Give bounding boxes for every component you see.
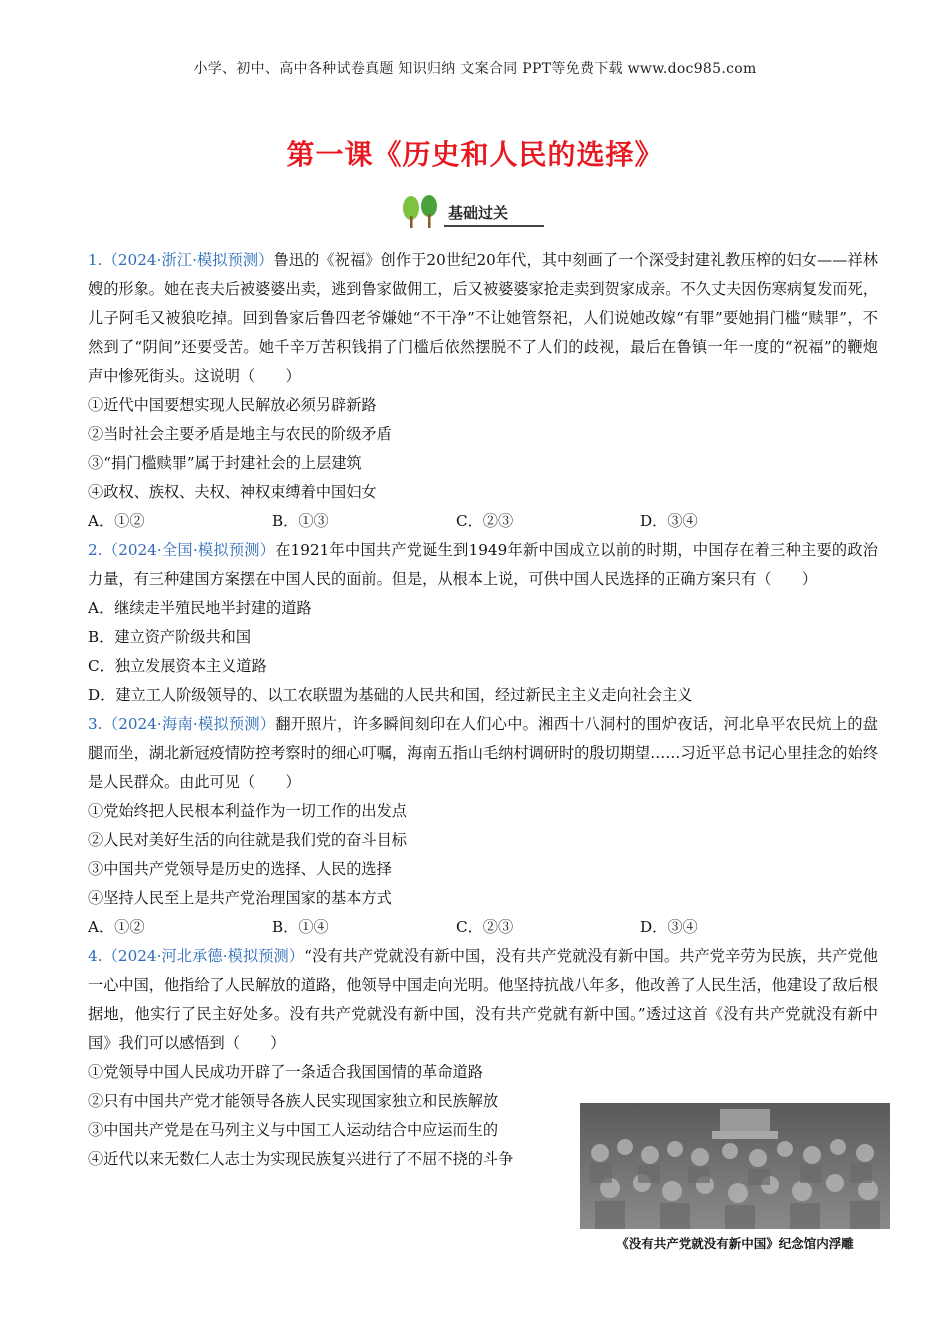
choice-c[interactable]: C．独立发展资本主义道路 [88,657,267,675]
statement-option: ②人民对美好生活的向往就是我们党的奋斗目标 [88,831,407,849]
relief-image [580,1103,890,1229]
statement-option: ④政权、族权、夫权、神权束缚着中国妇女 [88,483,377,501]
figure-caption: 《没有共产党就没有新中国》纪念馆内浮雕 [616,1236,854,1251]
answer-choices [88,913,878,942]
statement-option: ②只有中国共产党才能领导各族人民实现国家独立和民族解放 [88,1092,499,1110]
choice-d[interactable]: D．③④ [640,512,698,530]
page-header: 小学、初中、高中各种试卷真题 知识归纳 文案合同 PPT等免费下载 www.doc985.com [193,61,757,77]
question-source: （2024·浙江·模拟预测） [102,251,274,269]
question-1 [88,246,878,536]
statement-option: ④坚持人民至上是共产党治理国家的基本方式 [88,889,392,907]
question-stem: 翻开照片，许多瞬间刻印在人们心中。湘西十八洞村的围炉夜话，河北阜平农民炕上的盘腿而坐，湖北新冠疫情防控考察时的细心叮嘱，海南五指山毛纳村调研时的殷切期望……习近平总书记心里挂念的始终是人民群众。由此可见（ ） [88,715,878,791]
question-number: 4. [88,947,103,965]
question-number: 2. [88,541,103,559]
question-source: （2024·海南·模拟预测） [102,715,276,733]
choice-a[interactable]: A．继续走半殖民地半封建的道路 [88,599,312,617]
answer-choices [88,594,878,710]
question-source: （2024·全国·模拟预测） [102,541,276,559]
choice-b[interactable]: B．①④ [272,918,329,936]
choice-d[interactable]: D．建立工人阶级领导的、以工农联盟为基础的人民共和国，经过新民主主义走向社会主义 [88,686,693,704]
choice-b[interactable]: B．①③ [272,512,329,530]
statement-option: ③中国共产党领导是历史的选择、人民的选择 [88,860,392,878]
choice-d[interactable]: D．③④ [640,918,698,936]
statement-option: ③中国共产党是在马列主义与中国工人运动结合中应运而生的 [88,1121,499,1139]
question-number: 3. [88,715,103,733]
statement-option: ④近代以来无数仁人志士为实现民族复兴进行了不屈不挠的斗争 [88,1150,514,1168]
answer-choices [88,507,878,536]
question-stem: 鲁迅的《祝福》创作于20世纪20年代，其中刻画了一个深受封建礼教压榨的妇女——祥林嫂的形象。她在丧夫后被婆婆出卖，逃到鲁家做佣工，后又被婆婆家抢走卖到贺家成亲。不久丈夫因伤寒病复发而死，儿子阿毛又被狼吃掉。回到鲁家后鲁四老爷嫌她“不干净”不让她管祭祀，人们说她改嫁“有罪”要她捐门槛“赎罪”，不然到了“阴间”还要受苦。她千辛万苦积钱捐了门槛后依然摆脱不了人们的歧视，最后在鲁镇一年一度的“祝福”的鞭炮声中惨死街头。这说明（ ） [88,251,878,385]
tree-icon [398,192,444,232]
page-title: 第一课《历史和人民的选择》 [286,138,664,171]
question-list [88,246,878,1174]
statement-option: ②当时社会主要矛盾是地主与农民的阶级矛盾 [88,425,392,443]
question-3 [88,710,878,942]
statement-option: ①党始终把人民根本利益作为一切工作的出发点 [88,802,407,820]
badge-label: 基础过关 [448,204,509,222]
choice-a[interactable]: A．①② [88,512,145,530]
question-stem: 在1921年中国共产党诞生到1949年新中国成立以前的时期，中国存在着三种主要的政治力量，有三种建国方案摆在中国人民的面前。但是，从根本上说，可供中国人民选择的正确方案只有（ ） [88,541,878,588]
statement-option: ③“捐门槛赎罪”属于封建社会的上层建筑 [88,454,362,472]
choice-c[interactable]: C．②③ [456,918,514,936]
choice-c[interactable]: C．②③ [456,512,514,530]
choice-a[interactable]: A．①② [88,918,145,936]
question-stem: “没有共产党就没有新中国，没有共产党就没有新中国。共产党辛劳为民族，共产党他一心中国，他指给了人民解放的道路，他领导中国走向光明。他坚持抗战八年多，他改善了人民生活，他建设了敌后根据地，他实行了民主好处多。没有共产党就没有新中国，没有共产党就有新中国。”透过这首《没有共产党就没有新中国》我们可以感悟到（ ） [88,947,878,1052]
choice-b[interactable]: B．建立资产阶级共和国 [88,628,252,646]
question-number: 1. [88,251,103,269]
section-badge [398,192,548,232]
question-source: （2024·河北承德·模拟预测） [102,947,305,965]
statement-option: ①近代中国要想实现人民解放必须另辟新路 [88,396,377,414]
statement-option: ①党领导中国人民成功开辟了一条适合我国国情的革命道路 [88,1063,483,1081]
question-2 [88,536,878,710]
relief-sculpture-photo [580,1103,890,1229]
badge-underline [444,225,544,227]
